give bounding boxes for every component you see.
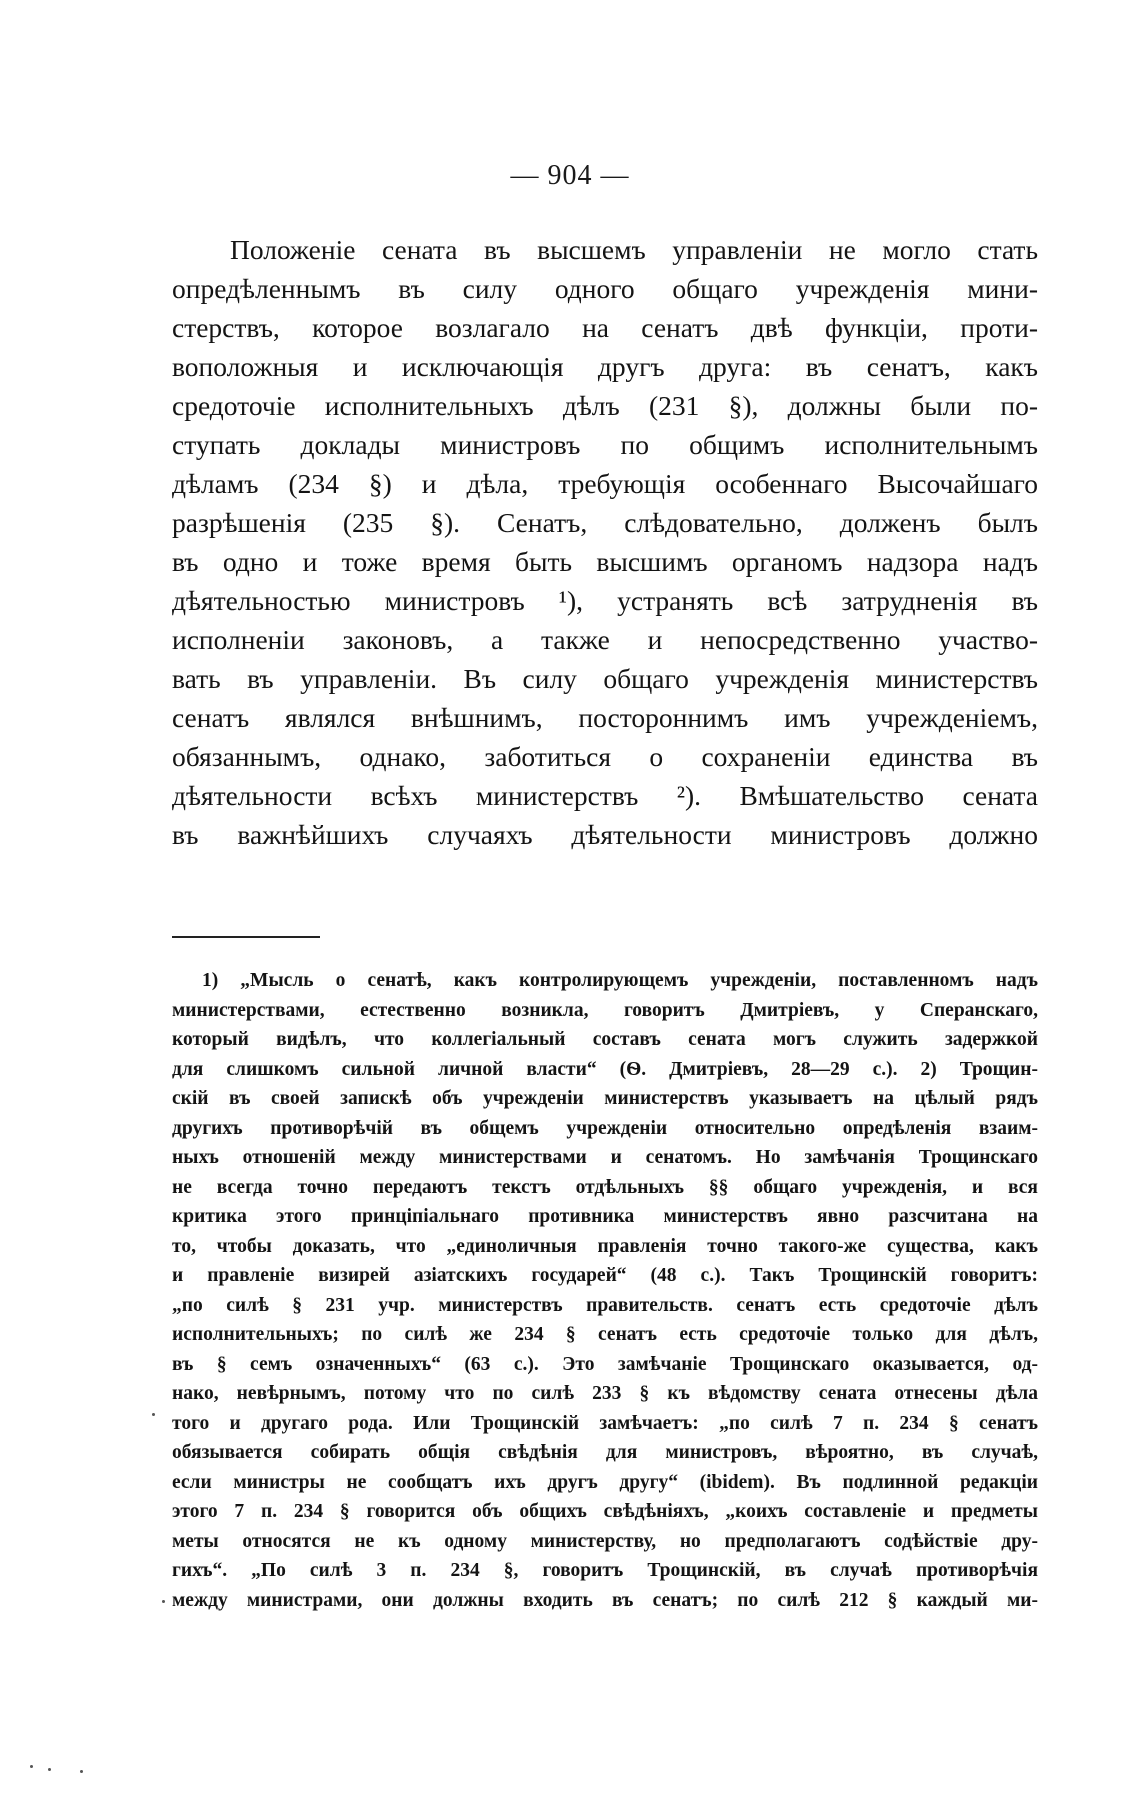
footnote-line: для слишкомъ сильной личной власти“ (Ѳ. Дмитріевъ, 28—29 с.). 2) Трощин-	[172, 1058, 1038, 1080]
footnote-line: меты относятся не къ одному министерству, но предполагаютъ содѣйствіе дру-	[172, 1530, 1038, 1552]
footnote-line: между министрами, они должны входить въ сенатъ; по силѣ 212 § каждый ми-	[172, 1589, 1038, 1611]
main-text-line: обязаннымъ, однако, заботиться о сохраненіи единства въ	[172, 741, 1038, 772]
footnotes	[172, 966, 1038, 1615]
scan-speck	[48, 1768, 51, 1771]
scan-speck	[162, 1600, 165, 1603]
main-text	[172, 230, 1038, 854]
main-text-line: дѣятельности всѣхъ министерствъ ²). Вмѣшательство сената	[172, 780, 1038, 811]
footnote-line: другихъ противорѣчій въ общемъ учрежденіи относительно опредѣленія взаим-	[172, 1117, 1038, 1139]
main-text-line: дѣламъ (234 §) и дѣла, требующія особеннаго Высочайшаго	[172, 468, 1038, 499]
footnote-line: скій въ своей запискѣ объ учрежденіи министерствъ указываетъ на цѣлый рядъ	[172, 1088, 1038, 1109]
footnote-line: и правленіе визирей азіатскихъ государей“ (48 с.). Такъ Трощинскій говоритъ:	[172, 1265, 1038, 1286]
main-text-line: стерствъ, которое возлагало на сенатъ двѣ функціи, проти-	[172, 312, 1038, 343]
main-text-line: дѣятельностью министровъ ¹), устранять всѣ затрудненія въ	[172, 585, 1038, 616]
main-text-line: въ важнѣйшихъ случаяхъ дѣятельности министровъ должно	[172, 819, 1038, 850]
main-text-line: средоточіе исполнительныхъ дѣлъ (231 §), должны были по-	[172, 390, 1038, 421]
footnote-line: не всегда точно передаютъ текстъ отдѣльныхъ §§ общаго учрежденія, и вся	[172, 1176, 1038, 1198]
footnote-line: министерствами, естественно возникла, говоритъ Дмитріевъ, у Сперанскаго,	[172, 999, 1038, 1021]
footnote-line: то, чтобы доказать, что „единоличныя правленія точно такого-же существа, какъ	[172, 1235, 1038, 1257]
footnote-line: въ § семъ означенныхъ“ (63 с.). Это замѣчаніе Трощинскаго оказывается, од-	[172, 1353, 1038, 1375]
footnote-line: „по силѣ § 231 учр. министерствъ правительств. сенатъ есть средоточіе дѣлъ	[172, 1294, 1038, 1316]
footnote-line: если министры не сообщатъ ихъ другъ другу“ (ibidem). Въ подлинной редакціи	[172, 1471, 1038, 1493]
footnote-line: критика этого принціпіальнаго противника министерствъ явно разсчитана на	[172, 1206, 1038, 1227]
main-text-line: опредѣленнымъ въ силу одного общаго учрежденія мини-	[172, 273, 1038, 304]
main-text-line: вать въ управленіи. Въ силу общаго учрежденія министерствъ	[172, 663, 1038, 694]
footnote-line: ныхъ отношеній между министерствами и сенатомъ. Но замѣчанія Трощинскаго	[172, 1147, 1038, 1168]
page-number: — 904 —	[510, 160, 630, 191]
footnote-line: который видѣлъ, что коллегіальный составъ сената могъ служить задержкой	[172, 1029, 1038, 1050]
main-text-line: воположныя и исключающія другъ друга: въ сенатъ, какъ	[172, 351, 1038, 382]
main-text-line: разрѣшенія (235 §). Сенатъ, слѣдовательно, долженъ былъ	[172, 507, 1038, 538]
main-text-line: ступать доклады министровъ по общимъ исполнительнымъ	[172, 429, 1038, 460]
footnote-line: этого 7 п. 234 § говорится объ общихъ свѣдѣніяхъ, „коихъ составленіе и предметы	[172, 1501, 1038, 1522]
main-text-line: Положеніе сената въ высшемъ управленіи не могло стать	[230, 234, 1038, 265]
main-text-line: сенатъ являлся внѣшнимъ, постороннимъ имъ учрежденіемъ,	[172, 702, 1038, 733]
footnote-line: обязывается собирать общія свѣдѣнія для министровъ, вѣроятно, въ случаѣ,	[172, 1442, 1038, 1463]
footnote-line: нако, невѣрнымъ, потому что по силѣ 233 § къ вѣдомству сената отнесены дѣла	[172, 1383, 1038, 1404]
footnote-line: 1) „Мысль о сенатѣ, какъ контролирующемъ учрежденіи, поставленномъ надъ	[202, 970, 1038, 991]
footnote-line: гихъ“. „По силѣ 3 п. 234 §, говоритъ Трощинскій, въ случаѣ противорѣчія	[172, 1560, 1038, 1581]
main-text-line: въ одно и тоже время быть высшимъ органомъ надзора надъ	[172, 546, 1038, 577]
scan-speck	[152, 1413, 155, 1416]
scan-speck	[80, 1770, 83, 1773]
footnote-line: исполнительныхъ; по силѣ же 234 § сенатъ есть средоточіе только для дѣлъ,	[172, 1324, 1038, 1345]
footnote-divider	[172, 936, 320, 938]
main-text-line: исполненіи законовъ, а также и непосредственно участво-	[172, 624, 1038, 655]
scan-speck	[30, 1765, 33, 1768]
footnote-line: того и другаго рода. Или Трощинскій замѣчаетъ: „по силѣ 7 п. 234 § сенатъ	[172, 1412, 1038, 1434]
